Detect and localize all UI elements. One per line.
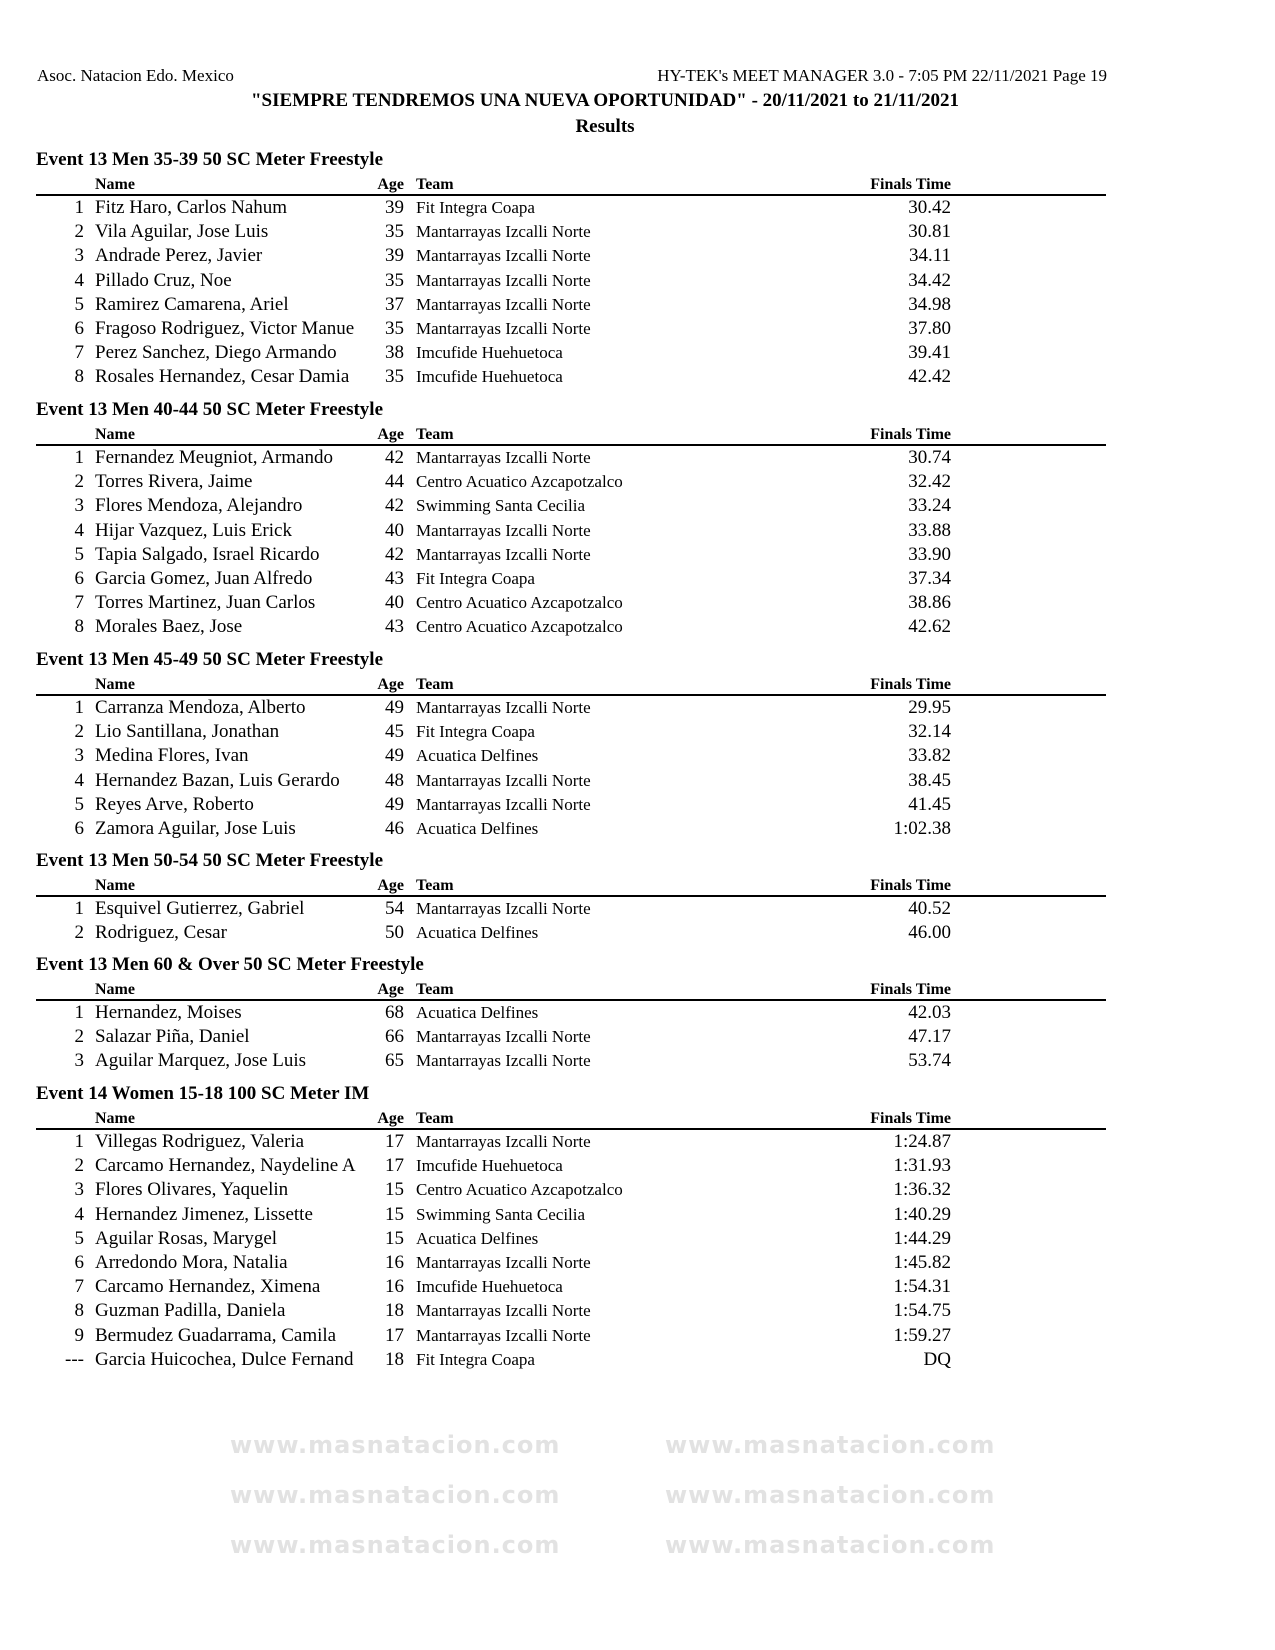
place: 6 bbox=[74, 817, 84, 839]
finals-time: 42.42 bbox=[908, 366, 951, 388]
result-row bbox=[36, 1203, 1106, 1227]
finals-time: 37.34 bbox=[908, 567, 951, 589]
age: 16 bbox=[385, 1276, 404, 1298]
finals-time: 42.62 bbox=[908, 616, 951, 638]
result-row bbox=[36, 244, 1106, 268]
col-team: Team bbox=[416, 176, 454, 193]
watermark: www.masnatacion.com bbox=[665, 1481, 996, 1509]
place: 7 bbox=[74, 592, 84, 614]
result-row bbox=[36, 897, 1106, 921]
result-row bbox=[36, 341, 1106, 365]
column-header bbox=[36, 422, 1106, 446]
place: 4 bbox=[74, 269, 84, 291]
result-row bbox=[36, 1025, 1106, 1049]
event-title: Event 13 Men 40-44 50 SC Meter Freestyle bbox=[36, 399, 384, 420]
col-name: Name bbox=[95, 426, 135, 443]
swimmer-name: Rosales Hernandez, Cesar Damia bbox=[95, 366, 350, 388]
place: 2 bbox=[74, 471, 84, 493]
result-row bbox=[36, 696, 1106, 720]
finals-time: 1:36.32 bbox=[893, 1179, 951, 1201]
event-section bbox=[36, 953, 1106, 1074]
swimmer-name: Salazar Piña, Daniel bbox=[95, 1026, 250, 1048]
team: Fit Integra Coapa bbox=[416, 198, 535, 217]
place: 6 bbox=[74, 317, 84, 339]
col-time: Finals Time bbox=[870, 676, 951, 693]
team: Centro Acuatico Azcapotzalco bbox=[416, 617, 623, 637]
swimmer-name: Fragoso Rodriguez, Victor Manue bbox=[95, 317, 355, 339]
finals-time: 47.17 bbox=[908, 1026, 951, 1048]
column-header bbox=[36, 873, 1106, 897]
result-row bbox=[36, 1275, 1106, 1299]
result-row bbox=[36, 220, 1106, 244]
team: Fit Integra Coapa bbox=[416, 1349, 535, 1369]
finals-time: 32.42 bbox=[908, 471, 951, 493]
finals-time: 42.03 bbox=[908, 1002, 951, 1023]
place: 5 bbox=[74, 1227, 84, 1249]
place: 1 bbox=[74, 898, 84, 919]
age: 42 bbox=[385, 447, 404, 468]
age: 35 bbox=[385, 317, 404, 339]
swimmer-name: Morales Baez, Jose bbox=[95, 616, 243, 638]
swimmer-name: Zamora Aguilar, Jose Luis bbox=[95, 817, 296, 839]
age: 35 bbox=[385, 221, 404, 243]
age: 15 bbox=[385, 1179, 404, 1201]
swimmer-name: Garcia Huicochea, Dulce Fernand bbox=[95, 1348, 354, 1370]
team: Mantarrayas Izcalli Norte bbox=[416, 899, 591, 918]
team: Mantarrayas Izcalli Norte bbox=[416, 246, 591, 266]
col-name: Name bbox=[95, 676, 135, 693]
age: 44 bbox=[385, 471, 404, 493]
age: 49 bbox=[385, 697, 404, 718]
col-name: Name bbox=[95, 176, 135, 193]
col-time: Finals Time bbox=[870, 981, 951, 998]
swimmer-name: Andrade Perez, Javier bbox=[95, 245, 263, 267]
event-title: Event 13 Men 50-54 50 SC Meter Freestyle bbox=[36, 850, 384, 871]
swimmer-name: Flores Olivares, Yaquelin bbox=[95, 1179, 289, 1201]
event-title: Event 13 Men 45-49 50 SC Meter Freestyle bbox=[36, 649, 384, 670]
age: 49 bbox=[385, 793, 404, 815]
age: 50 bbox=[385, 922, 404, 944]
place: 2 bbox=[74, 721, 84, 743]
place: 8 bbox=[74, 616, 84, 638]
team: Imcufide Huehuetoca bbox=[416, 343, 563, 363]
finals-time: 32.14 bbox=[908, 721, 951, 743]
result-row bbox=[36, 519, 1106, 543]
col-team: Team bbox=[416, 877, 454, 894]
place: 5 bbox=[74, 543, 84, 565]
age: 39 bbox=[385, 197, 404, 218]
finals-time: 46.00 bbox=[908, 922, 951, 944]
age: 16 bbox=[385, 1251, 404, 1273]
result-row bbox=[36, 615, 1106, 639]
age: 18 bbox=[385, 1300, 404, 1322]
team: Mantarrayas Izcalli Norte bbox=[416, 270, 591, 290]
swimmer-name: Tapia Salgado, Israel Ricardo bbox=[95, 543, 320, 565]
finals-time: 1:31.93 bbox=[893, 1155, 951, 1177]
finals-time: 1:59.27 bbox=[893, 1324, 951, 1346]
result-row bbox=[36, 769, 1106, 793]
finals-time: 33.88 bbox=[908, 519, 951, 541]
finals-time: 1:54.75 bbox=[893, 1300, 951, 1322]
col-time: Finals Time bbox=[870, 1110, 951, 1127]
meet-title: "SIEMPRE TENDREMOS UNA NUEVA OPORTUNIDAD" - 20/11/2021 to 21/11/2021 bbox=[250, 90, 960, 111]
swimmer-name: Villegas Rodriguez, Valeria bbox=[95, 1131, 305, 1152]
team: Acuatica Delfines bbox=[416, 1003, 539, 1022]
age: 42 bbox=[385, 495, 404, 517]
team: Mantarrayas Izcalli Norte bbox=[416, 1051, 591, 1071]
finals-time: 34.42 bbox=[908, 269, 951, 291]
age: 38 bbox=[385, 342, 404, 364]
age: 15 bbox=[385, 1227, 404, 1249]
place: 1 bbox=[74, 697, 84, 718]
finals-time: DQ bbox=[923, 1348, 951, 1370]
event-section bbox=[36, 148, 1106, 390]
team: Swimming Santa Cecilia bbox=[416, 1204, 586, 1224]
finals-time: 40.52 bbox=[908, 898, 951, 919]
team: Imcufide Huehuetoca bbox=[416, 1277, 563, 1297]
col-age: Age bbox=[377, 877, 404, 894]
swimmer-name: Fernandez Meugniot, Armando bbox=[95, 447, 333, 468]
finals-time: 30.74 bbox=[908, 447, 951, 468]
place: 9 bbox=[74, 1324, 84, 1346]
swimmer-name: Torres Rivera, Jaime bbox=[95, 471, 253, 493]
place: --- bbox=[65, 1348, 84, 1370]
place: 8 bbox=[74, 366, 84, 388]
col-time: Finals Time bbox=[870, 426, 951, 443]
col-time: Finals Time bbox=[870, 176, 951, 193]
team: Acuatica Delfines bbox=[416, 1228, 539, 1248]
team: Imcufide Huehuetoca bbox=[416, 367, 563, 387]
col-name: Name bbox=[95, 1110, 135, 1127]
result-row bbox=[36, 1227, 1106, 1251]
result-row bbox=[36, 1324, 1106, 1348]
event-section bbox=[36, 849, 1106, 945]
swimmer-name: Medina Flores, Ivan bbox=[95, 745, 249, 767]
place: 3 bbox=[74, 1179, 84, 1201]
column-header bbox=[36, 672, 1106, 696]
age: 40 bbox=[385, 519, 404, 541]
finals-time: 34.11 bbox=[908, 245, 951, 267]
place: 3 bbox=[74, 245, 84, 267]
event-title: Event 13 Men 35-39 50 SC Meter Freestyle bbox=[36, 149, 384, 170]
swimmer-name: Bermudez Guadarrama, Camila bbox=[95, 1324, 337, 1346]
finals-time: 37.80 bbox=[908, 317, 951, 339]
result-row bbox=[36, 817, 1106, 841]
watermark: www.masnatacion.com bbox=[230, 1531, 561, 1559]
place: 2 bbox=[74, 922, 84, 944]
age: 66 bbox=[385, 1026, 404, 1048]
software-page-info: HY-TEK's MEET MANAGER 3.0 - 7:05 PM 22/11/2021 Page 19 bbox=[657, 66, 1107, 85]
team: Mantarrayas Izcalli Norte bbox=[416, 1027, 591, 1047]
event-section bbox=[36, 398, 1106, 640]
team: Mantarrayas Izcalli Norte bbox=[416, 1325, 591, 1345]
swimmer-name: Aguilar Rosas, Marygel bbox=[95, 1227, 278, 1249]
col-age: Age bbox=[377, 1110, 404, 1127]
swimmer-name: Ramirez Camarena, Ariel bbox=[95, 293, 289, 315]
place: 4 bbox=[74, 1203, 84, 1225]
col-age: Age bbox=[377, 676, 404, 693]
place: 2 bbox=[74, 1026, 84, 1048]
place: 2 bbox=[74, 221, 84, 243]
team: Centro Acuatico Azcapotzalco bbox=[416, 472, 623, 492]
finals-time: 1:40.29 bbox=[893, 1203, 951, 1225]
result-row bbox=[36, 1178, 1106, 1202]
finals-time: 53.74 bbox=[908, 1050, 951, 1072]
team: Mantarrayas Izcalli Norte bbox=[416, 770, 591, 790]
result-row bbox=[36, 470, 1106, 494]
age: 68 bbox=[385, 1002, 404, 1023]
age: 42 bbox=[385, 543, 404, 565]
swimmer-name: Pillado Cruz, Noe bbox=[95, 269, 232, 291]
place: 5 bbox=[74, 793, 84, 815]
place: 8 bbox=[74, 1300, 84, 1322]
col-age: Age bbox=[377, 426, 404, 443]
swimmer-name: Carcamo Hernandez, Naydeline A bbox=[95, 1155, 356, 1177]
team: Mantarrayas Izcalli Norte bbox=[416, 520, 591, 540]
age: 15 bbox=[385, 1203, 404, 1225]
finals-time: 29.95 bbox=[908, 697, 951, 718]
swimmer-name: Hernandez Bazan, Luis Gerardo bbox=[95, 769, 340, 791]
finals-time: 30.42 bbox=[908, 197, 951, 218]
col-time: Finals Time bbox=[870, 877, 951, 894]
place: 3 bbox=[74, 1050, 84, 1072]
result-row bbox=[36, 1154, 1106, 1178]
age: 48 bbox=[385, 769, 404, 791]
col-team: Team bbox=[416, 981, 454, 998]
finals-time: 30.81 bbox=[908, 221, 951, 243]
column-header bbox=[36, 172, 1106, 196]
finals-time: 33.82 bbox=[908, 745, 951, 767]
age: 46 bbox=[385, 817, 404, 839]
team: Mantarrayas Izcalli Norte bbox=[416, 1301, 591, 1321]
team: Mantarrayas Izcalli Norte bbox=[416, 1252, 591, 1272]
result-row bbox=[36, 567, 1106, 591]
result-row bbox=[36, 1299, 1106, 1323]
swimmer-name: Esquivel Gutierrez, Gabriel bbox=[95, 898, 305, 919]
team: Mantarrayas Izcalli Norte bbox=[416, 222, 591, 242]
finals-time: 1:02.38 bbox=[893, 817, 951, 839]
place: 3 bbox=[74, 495, 84, 517]
finals-time: 33.90 bbox=[908, 543, 951, 565]
result-row bbox=[36, 365, 1106, 389]
watermark: www.masnatacion.com bbox=[665, 1431, 996, 1459]
watermark: www.masnatacion.com bbox=[230, 1431, 561, 1459]
place: 6 bbox=[74, 1251, 84, 1273]
age: 54 bbox=[385, 898, 404, 919]
team: Imcufide Huehuetoca bbox=[416, 1156, 563, 1176]
place: 1 bbox=[74, 1131, 84, 1152]
place: 1 bbox=[74, 197, 84, 218]
swimmer-name: Perez Sanchez, Diego Armando bbox=[95, 342, 337, 364]
age: 49 bbox=[385, 745, 404, 767]
col-name: Name bbox=[95, 877, 135, 894]
swimmer-name: Hernandez Jimenez, Lissette bbox=[95, 1203, 313, 1225]
swimmer-name: Arredondo Mora, Natalia bbox=[95, 1251, 288, 1273]
col-age: Age bbox=[377, 176, 404, 193]
swimmer-name: Fitz Haro, Carlos Nahum bbox=[95, 197, 288, 218]
team: Acuatica Delfines bbox=[416, 746, 539, 766]
place: 4 bbox=[74, 769, 84, 791]
place: 6 bbox=[74, 567, 84, 589]
finals-time: 33.24 bbox=[908, 495, 951, 517]
result-row bbox=[36, 744, 1106, 768]
place: 7 bbox=[74, 1276, 84, 1298]
column-header bbox=[36, 977, 1106, 1001]
place: 4 bbox=[74, 519, 84, 541]
age: 40 bbox=[385, 592, 404, 614]
swimmer-name: Lio Santillana, Jonathan bbox=[95, 721, 280, 743]
finals-time: 38.86 bbox=[908, 592, 951, 614]
place: 1 bbox=[74, 1002, 84, 1023]
finals-time: 41.45 bbox=[908, 793, 951, 815]
team: Mantarrayas Izcalli Norte bbox=[416, 448, 591, 467]
age: 18 bbox=[385, 1348, 404, 1370]
col-team: Team bbox=[416, 1110, 454, 1127]
team: Centro Acuatico Azcapotzalco bbox=[416, 593, 623, 613]
event-section bbox=[36, 648, 1106, 841]
age: 17 bbox=[385, 1155, 404, 1177]
result-row bbox=[36, 446, 1106, 470]
place: 7 bbox=[74, 342, 84, 364]
team: Mantarrayas Izcalli Norte bbox=[416, 318, 591, 338]
result-row bbox=[36, 196, 1106, 220]
age: 43 bbox=[385, 616, 404, 638]
finals-time: 1:45.82 bbox=[893, 1251, 951, 1273]
place: 5 bbox=[74, 293, 84, 315]
result-row bbox=[36, 1001, 1106, 1025]
age: 35 bbox=[385, 366, 404, 388]
event-section bbox=[36, 1082, 1106, 1372]
age: 43 bbox=[385, 567, 404, 589]
team: Swimming Santa Cecilia bbox=[416, 496, 586, 516]
place: 2 bbox=[74, 1155, 84, 1177]
result-row bbox=[36, 317, 1106, 341]
swimmer-name: Rodriguez, Cesar bbox=[95, 922, 227, 944]
team: Mantarrayas Izcalli Norte bbox=[416, 544, 591, 564]
result-row bbox=[36, 543, 1106, 567]
finals-time: 38.45 bbox=[908, 769, 951, 791]
team: Acuatica Delfines bbox=[416, 818, 539, 838]
team: Mantarrayas Izcalli Norte bbox=[416, 1132, 591, 1151]
result-row bbox=[36, 591, 1106, 615]
swimmer-name: Aguilar Marquez, Jose Luis bbox=[95, 1050, 307, 1072]
result-row bbox=[36, 1251, 1106, 1275]
swimmer-name: Hijar Vazquez, Luis Erick bbox=[95, 519, 292, 541]
age: 45 bbox=[385, 721, 404, 743]
swimmer-name: Carranza Mendoza, Alberto bbox=[95, 697, 306, 718]
col-name: Name bbox=[95, 981, 135, 998]
column-header bbox=[36, 1106, 1106, 1130]
team: Mantarrayas Izcalli Norte bbox=[416, 294, 591, 314]
age: 17 bbox=[385, 1131, 404, 1152]
age: 35 bbox=[385, 269, 404, 291]
swimmer-name: Torres Martinez, Juan Carlos bbox=[95, 592, 316, 614]
result-row bbox=[36, 921, 1106, 945]
team: Centro Acuatico Azcapotzalco bbox=[416, 1180, 623, 1200]
watermark: www.masnatacion.com bbox=[665, 1531, 996, 1559]
age: 37 bbox=[385, 293, 404, 315]
swimmer-name: Garcia Gomez, Juan Alfredo bbox=[95, 567, 313, 589]
swimmer-name: Reyes Arve, Roberto bbox=[95, 793, 254, 815]
swimmer-name: Vila Aguilar, Jose Luis bbox=[95, 221, 269, 243]
age: 39 bbox=[385, 245, 404, 267]
event-title: Event 14 Women 15-18 100 SC Meter IM bbox=[36, 1083, 370, 1104]
col-team: Team bbox=[416, 426, 454, 443]
result-row bbox=[36, 293, 1106, 317]
swimmer-name: Flores Mendoza, Alejandro bbox=[95, 495, 303, 517]
team: Mantarrayas Izcalli Norte bbox=[416, 698, 591, 717]
event-title: Event 13 Men 60 & Over 50 SC Meter Freestyle bbox=[36, 954, 424, 975]
finals-time: 1:24.87 bbox=[893, 1131, 951, 1152]
result-row bbox=[36, 1130, 1106, 1154]
finals-time: 1:44.29 bbox=[893, 1227, 951, 1249]
result-row bbox=[36, 269, 1106, 293]
result-row bbox=[36, 494, 1106, 518]
organization-name: Asoc. Natacion Edo. Mexico bbox=[37, 66, 234, 85]
place: 3 bbox=[74, 745, 84, 767]
col-age: Age bbox=[377, 981, 404, 998]
swimmer-name: Hernandez, Moises bbox=[95, 1002, 242, 1023]
result-row bbox=[36, 793, 1106, 817]
team: Fit Integra Coapa bbox=[416, 568, 535, 588]
swimmer-name: Carcamo Hernandez, Ximena bbox=[95, 1276, 321, 1298]
finals-time: 34.98 bbox=[908, 293, 951, 315]
result-row bbox=[36, 720, 1106, 744]
team: Acuatica Delfines bbox=[416, 923, 539, 943]
finals-time: 39.41 bbox=[908, 342, 951, 364]
watermark: www.masnatacion.com bbox=[230, 1481, 561, 1509]
age: 17 bbox=[385, 1324, 404, 1346]
team: Mantarrayas Izcalli Norte bbox=[416, 794, 591, 814]
col-team: Team bbox=[416, 676, 454, 693]
finals-time: 1:54.31 bbox=[893, 1276, 951, 1298]
results-heading: Results bbox=[575, 116, 635, 137]
place: 1 bbox=[74, 447, 84, 468]
result-row bbox=[36, 1348, 1106, 1372]
age: 65 bbox=[385, 1050, 404, 1072]
team: Fit Integra Coapa bbox=[416, 722, 535, 742]
swimmer-name: Guzman Padilla, Daniela bbox=[95, 1300, 286, 1322]
result-row bbox=[36, 1049, 1106, 1073]
